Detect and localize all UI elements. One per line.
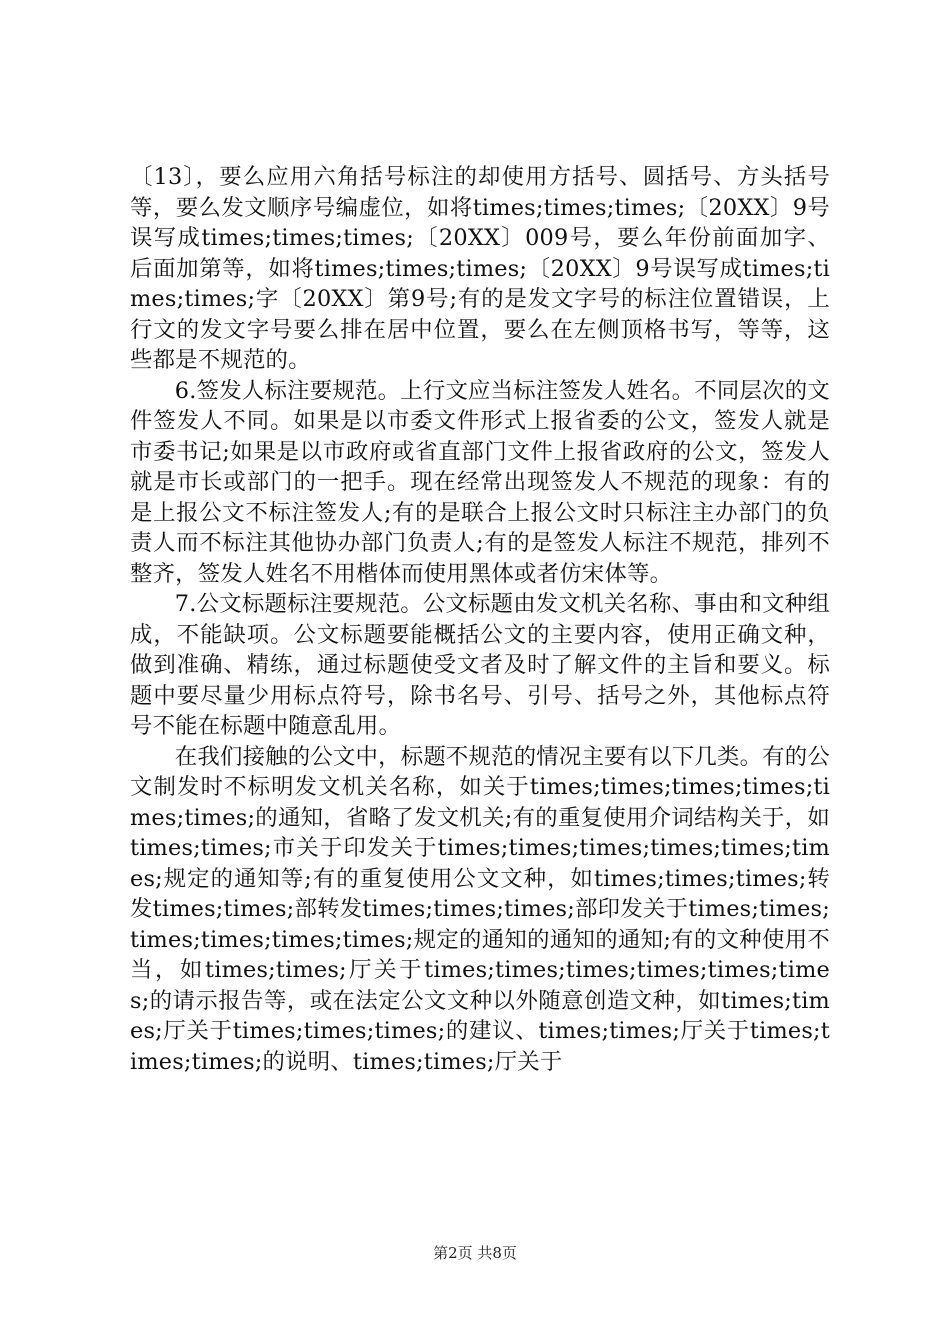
page-number-footer: 第2页 共8页 <box>433 1244 517 1262</box>
document-body <box>130 162 830 1077</box>
paragraph-signer: 6.签发人标注要规范。上行文应当标注签发人姓名。不同层次的文件签发人不同。如果是以市委文件形式上报省委的公文，签发人就是市委书记;如果是以市政府或省直部门文件上报省政府的公文，签发人就是市长或部门的一把手。现在经常出现签发人不规范的现象：有的是上报公文不标注签发人;有的是联合上报公文时只标注主办部门的负责人而不标注其他协办部门负责人;有的是签发人标注不规范，排列不整齐，签发人姓名不用楷体而使用黑体或者仿宋体等。 <box>130 377 830 587</box>
paragraph-numbering-errors: 〔13〕，要么应用六角括号标注的却使用方括号、圆括号、方头括号等，要么发文顺序号编虚位，如将times;times;times;〔20XX〕9号误写成times;times;times;〔20XX〕009号，要么年份前面加字、后面加第等，如将times;times;times;〔20XX〕9号误写成times;times;times;字〔20XX〕第9号;有的是发文字号的标注位置错误，上行文的发文字号要么排在居中位置，要么在左侧顶格书写，等等，这些都是不规范的。 <box>130 164 830 373</box>
paragraph-title-problems: 在我们接触的公文中，标题不规范的情况主要有以下几类。有的公文制发时不标明发文机关名称，如关于times;times;times;times;times;times;的通知，省略了发文机关;有的重复使用介词结构关于，如times;times;市关于印发关于times;times;times;times;times;times;规定的通知等;有的重复使用公文文种，如times;times;times;转发times;times;部转发times;times;times;部印发关于times;times;times;times;times;times;规定的通知的通知的通知;有的文种使用不当，如times;times;厅关于times;times;times;times;times;times;的请示报告等，或在法定公文文种以外随意创造文种，如times;times;厅关于times;times;times;的建议、times;times;厅关于times;times;times;的说明、times;times;厅关于 <box>130 743 830 1075</box>
paragraph-title-rules: 7.公文标题标注要规范。公文标题由发文机关名称、事由和文种组成，不能缺项。公文标题要能概括公文的主要内容，使用正确文种，做到准确、精练，通过标题使受文者及时了解文件的主旨和要义。标题中要尽量少用标点符号，除书名号、引号、括号之外，其他标点符号不能在标题中随意乱用。 <box>130 591 830 739</box>
